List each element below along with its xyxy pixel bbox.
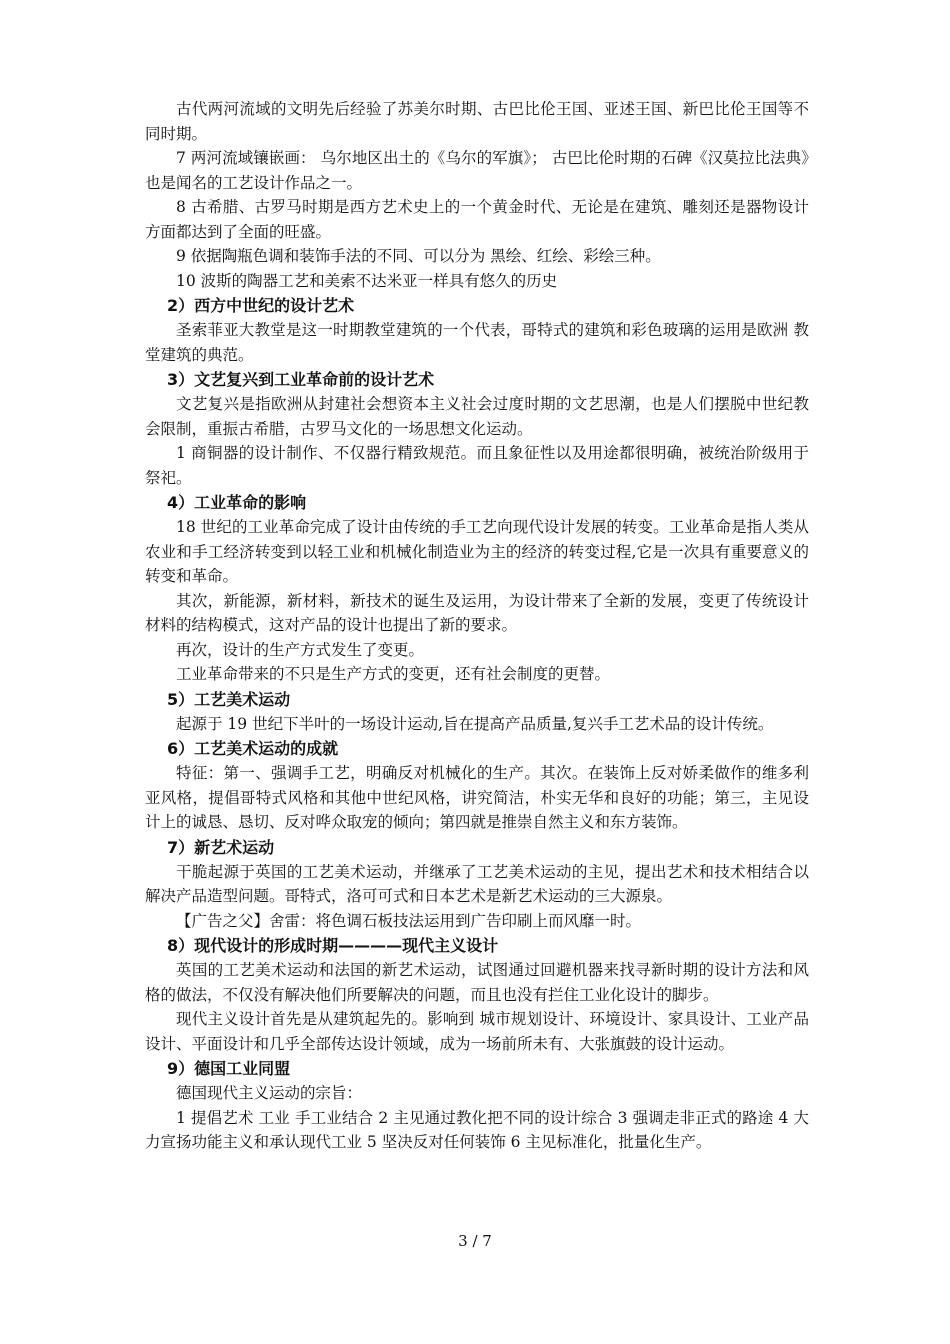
paragraph: 18 世纪的工业革命完成了设计由传统的手工艺向现代设计发展的转变。工业革命是指人类从农业和手工经济转变到以轻工业和机械化制造业为主的经济的转变过程,它是一次具有重要意义的转变和革命。 bbox=[145, 518, 809, 585]
paragraph: 现代主义设计首先是从建筑起先的。影响到 城市规划设计、环境设计、家具设计、工业产品设计、平面设计和几乎全部传达设计领域，成为一场前所未有、大张旗鼓的设计运动。 bbox=[145, 1010, 809, 1053]
paragraph: 文艺复兴是指欧洲从封建社会想资本主义社会过度时期的文艺思潮，也是人们摆脱中世纪教会限制，重振古希腊，古罗马文化的一场思想文化运动。 bbox=[145, 395, 809, 438]
paragraph: 【广告之父】舍雷：将色调石板技法运用到广告印刷上而风靡一时。 bbox=[176, 911, 642, 930]
paragraph: 英国的工艺美术运动和法国的新艺术运动，试图通过回避机器来找寻新时期的设计方法和风格的做法，不仅没有解决他们所要解决的问题，而且也没有拦住工业化设计的脚步。 bbox=[145, 961, 809, 1004]
paragraph: 8 古希腊、古罗马时期是西方艺术史上的一个黄金时代、无论是在建筑、雕刻还是器物设计方面都达到了全面的旺盛。 bbox=[145, 198, 809, 241]
paragraph: 古代两河流域的文明先后经验了苏美尔时期、古巴比伦王国、亚述王国、新巴比伦王国等不同时期。 bbox=[145, 100, 809, 143]
paragraph: 10 波斯的陶器工艺和美索不达米亚一样具有悠久的历史 bbox=[176, 271, 558, 290]
section-heading: 6）工艺美术运动的成就 bbox=[167, 739, 339, 758]
paragraph: 工业革命带来的不只是生产方式的变更，还有社会制度的更替。 bbox=[176, 665, 611, 683]
paragraph: 9 依据陶瓶色调和装饰手法的不同、可以分为 黑绘、红绘、彩绘三种。 bbox=[176, 247, 661, 265]
paragraph: 1 商铜器的设计制作、不仅器行精致规范。而且象征性以及用途都很明确，被统治阶级用于祭祀。 bbox=[145, 444, 809, 487]
document-body bbox=[145, 97, 809, 1155]
page-number: 3 / 7 bbox=[458, 1232, 492, 1250]
paragraph: 德国现代主义运动的宗旨： bbox=[176, 1084, 363, 1102]
paragraph: 起源于 19 世纪下半叶的一场设计运动,旨在提高产品质量,复兴手工艺术品的设计传统。 bbox=[176, 714, 774, 733]
section-heading: 4）工业革命的影响 bbox=[167, 493, 307, 512]
paragraph: 干脆起源于英国的工艺美术运动，并继承了工艺美术运动的主见，提出艺术和技术相结合以解决产品造型问题。哥特式，洛可可式和日本艺术是新艺术运动的三大源泉。 bbox=[145, 862, 809, 905]
paragraph: 特征：第一、强调手工艺，明确反对机械化的生产。其次。在装饰上反对娇柔做作的维多利亚风格，提倡哥特式风格和其他中世纪风格，讲究简洁，朴实无华和良好的功能；第三，主见设计上的诚恳、恳切、反对哗众取宠的倾向；第四就是推崇自然主义和东方装饰。 bbox=[145, 764, 809, 831]
section-heading: 8）现代设计的形成时期————现代主义设计 bbox=[167, 936, 499, 955]
section-heading: 3）文艺复兴到工业革命前的设计艺术 bbox=[167, 370, 435, 389]
section-heading: 2）西方中世纪的设计艺术 bbox=[167, 296, 355, 315]
paragraph: 1 提倡艺术 工业 手工业结合 2 主见通过教化把不同的设计综合 3 强调走非正式的路途 4 大力宣扬功能主义和承认现代工业 5 坚决反对任何装饰 6 主见标准化，批量化生产。 bbox=[145, 1108, 809, 1151]
paragraph: 其次，新能源，新材料，新技术的诞生及运用，为设计带来了全新的发展，变更了传统设计材料的结构模式，这对产品的设计也提出了新的要求。 bbox=[145, 591, 809, 634]
paragraph: 圣索菲亚大教堂是这一时期教堂建筑的一个代表，哥特式的建筑和彩色玻璃的运用是欧洲 教堂建筑的典范。 bbox=[145, 321, 809, 364]
paragraph: 7 两河流域镶嵌画： 乌尔地区出土的《乌尔的军旗》； 古巴比伦时期的石碑《汉莫拉比法典》也是闻名的工艺设计作品之一。 bbox=[145, 149, 809, 192]
section-heading: 7）新艺术运动 bbox=[167, 837, 275, 857]
paragraph: 再次，设计的生产方式发生了变更。 bbox=[176, 640, 425, 659]
section-heading: 5）工艺美术运动 bbox=[167, 689, 291, 709]
section-heading: 9）德国工业同盟 bbox=[167, 1059, 291, 1078]
